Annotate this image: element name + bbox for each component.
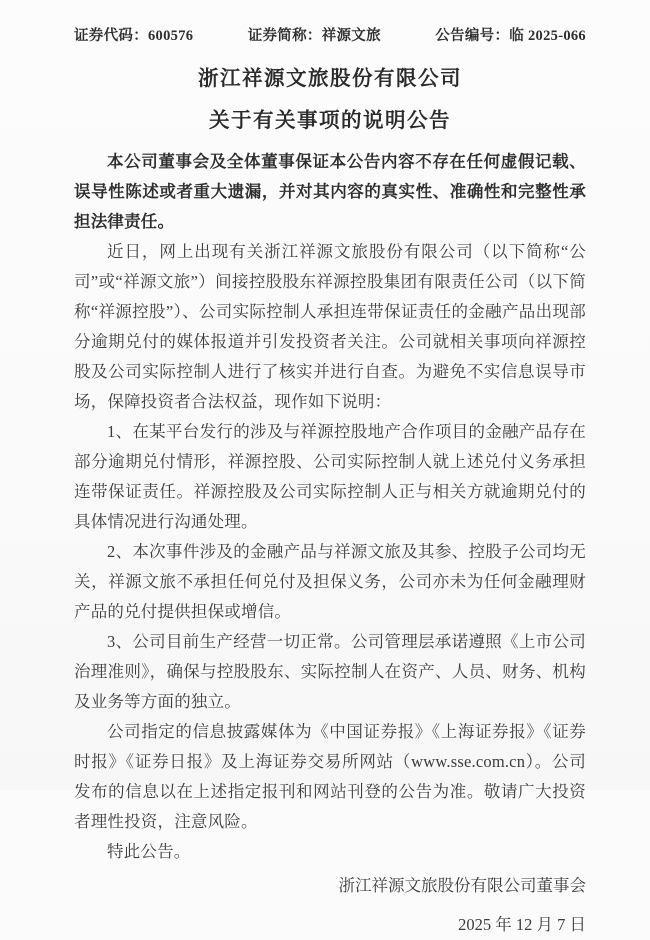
paragraph-item-2: 2、本次事件涉及的金融产品与祥源文旅及其参、控股子公司均无关，祥源文旅不承担任何兑付及担保义务，公司亦未为任何金融理财产品的兑付提供担保或增信。: [74, 542, 586, 621]
paragraph-closing: 特此公告。: [107, 842, 191, 861]
announcement-number-value: 临 2025-066: [509, 28, 586, 44]
signature-board: 浙江祥源文旅股份有限公司董事会: [338, 876, 586, 895]
paragraph-media: 公司指定的信息披露媒体为《中国证券报》《上海证券报》《证券时报》《证券日报》及上海证券交易所网站（www.sse.com.cn）。公司发布的信息以在上述指定报刊和网站刊登的公告为准。敬请广大投资者理性投资，注意风险。: [74, 722, 586, 831]
announcement-date: 2025 年 12 月 7 日: [458, 915, 586, 934]
stock-name: [248, 24, 381, 45]
stock-name-value: 祥源文旅: [321, 28, 381, 44]
board-disclaimer: 本公司董事会及全体董事保证本公告内容不存在任何虚假记载、误导性陈述或者重大遗漏，并对其内容的真实性、准确性和完整性承担法律责任。: [74, 152, 586, 231]
paragraph-item-3: 3、公司目前生产经营一切正常。公司管理层承诺遵照《上市公司治理准则》，确保与控股股东、实际控制人在资产、人员、财务、机构及业务等方面的独立。: [74, 632, 586, 711]
announcement-number-label: 公告编号：: [435, 28, 510, 44]
announcement-number: [435, 24, 586, 45]
stock-code: [74, 24, 193, 45]
announcement-title: 关于有关事项的说明公告: [209, 110, 451, 132]
stock-code-value: 600576: [148, 28, 194, 44]
signature-block: [74, 871, 586, 940]
securities-header-row: [74, 24, 586, 45]
paragraph-item-1: 1、在某平台发行的涉及与祥源控股地产合作项目的金融产品存在部分逾期兑付情形，祥源控股、公司实际控制人就上述兑付义务承担连带保证责任。祥源控股及公司实际控制人正与相关方就逾期兑付的具体情况进行沟通处理。: [74, 422, 586, 531]
stock-code-label: 证券代码：: [74, 28, 148, 44]
company-title: 浙江祥源文旅股份有限公司: [198, 68, 462, 90]
paragraph-intro: 近日，网上出现有关浙江祥源文旅股份有限公司（以下简称“公司”或“祥源文旅”）间接控股股东祥源控股集团有限责任公司（以下简称“祥源控股”）、公司实际控制人承担连带保证责任的金融产品出现部分逾期兑付的媒体报道并引发投资者关注。公司就相关事项向祥源控股及公司实际控制人进行了核实并进行自查。为避免不实信息误导市场，保障投资者合法权益，现作如下说明：: [74, 242, 586, 411]
stock-name-label: 证券简称：: [247, 28, 322, 44]
announcement-body: [74, 147, 586, 867]
